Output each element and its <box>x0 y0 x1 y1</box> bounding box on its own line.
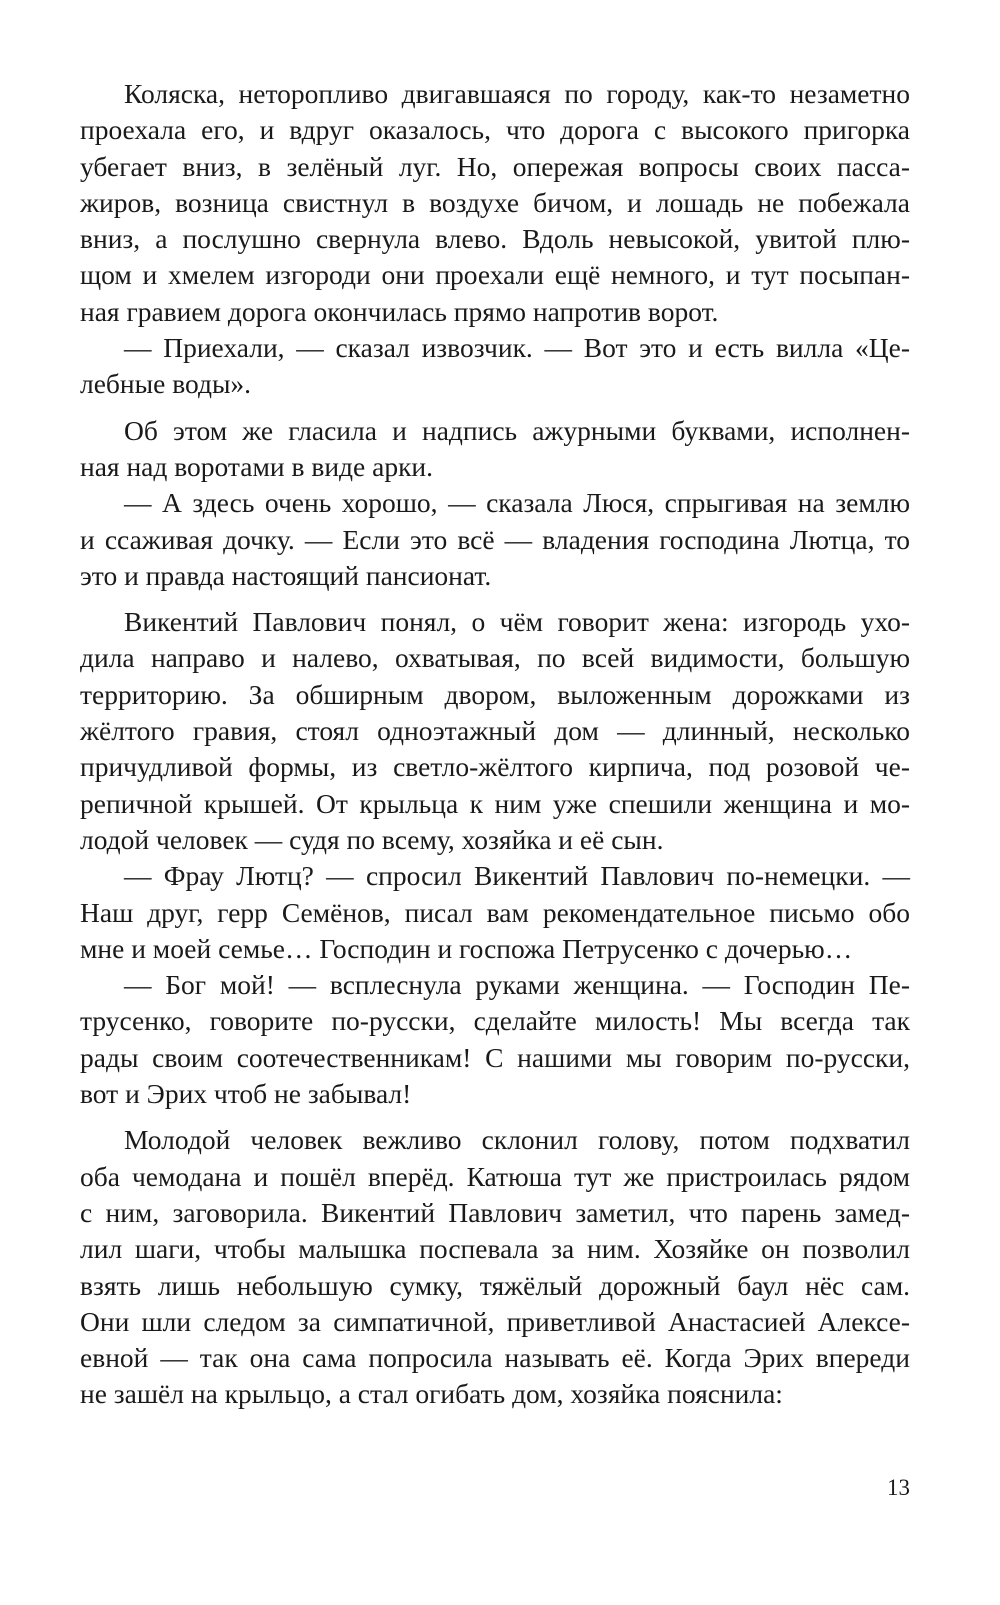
text-line: мне и моей семье… Господин и госпожа Петрусенко с дочерью… <box>80 932 853 964</box>
text-line: жиров, возница свистнул в воздухе бичом, и лошадь не побежала <box>80 186 910 218</box>
text-line: причудливой формы, из светло-жёлтого кирпича, под розовой че- <box>80 751 910 783</box>
text-line: Молодой человек вежливо склонил голову, потом подхватил <box>124 1124 910 1156</box>
text-line: жёлтого гравия, стоял одноэтажный дом — длинный, несколько <box>80 715 910 747</box>
text-line: лодой человек — судя по всему, хозяйка и её сын. <box>80 823 664 855</box>
text-line: — Приехали, — сказал извозчик. — Вот это и есть вилла «Це- <box>124 332 910 364</box>
text-line: вниз, а послушно свернула влево. Вдоль невысокой, увитой плю- <box>80 223 910 255</box>
paragraph-gap <box>80 1112 910 1122</box>
text-line: — Фрау Лютц? — спросил Викентий Павлович по-немецки. — <box>124 860 910 892</box>
text-line: лил шаги, чтобы малышка поспевала за ним. Хозяйке он позволил <box>80 1233 910 1265</box>
text-line: это и правда настоящий пансионат. <box>80 559 492 591</box>
text-line: щом и хмелем изгороди они проехали ещё немного, и тут посыпан- <box>80 259 910 291</box>
text-line: территорию. За обширным двором, выложенным дорожками из <box>80 678 910 710</box>
text-line: взять лишь небольшую сумку, тяжёлый дорожный баул нёс сам. <box>80 1269 910 1301</box>
text-line: — А здесь очень хорошо, — сказала Люся, спрыгивая на землю <box>124 487 910 519</box>
text-line: и ссаживая дочку. — Если это всё — владения господина Лютца, то <box>80 523 910 555</box>
body-text <box>80 76 910 1413</box>
text-line: вот и Эрих чтоб не забывал! <box>80 1078 412 1110</box>
page-number: 13 <box>887 1475 910 1500</box>
text-line: оба чемодана и пошёл вперёд. Катюша тут же пристроилась рядом <box>80 1160 910 1192</box>
text-line: Коляска, неторопливо двигавшаяся по городу, как-то незаметно <box>124 78 910 109</box>
text-line: Наш друг, герр Семёнов, писал вам рекомендательное письмо обо <box>80 896 910 928</box>
text-line: дила направо и налево, охватывая, по всей видимости, большую <box>80 642 910 674</box>
text-line: репичной крышей. От крыльца к ним уже спешили женщина и мо- <box>80 787 910 819</box>
text-line: ная гравием дорога окончилась прямо напротив ворот. <box>80 295 719 327</box>
text-line: Они шли следом за симпатичной, приветливой Анастасией Алексе- <box>80 1305 910 1337</box>
text-line: проехала его, и вдруг оказалось, что дорога с высокого пригорка <box>80 114 910 146</box>
text-line: не зашёл на крыльцо, а стал огибать дом, хозяйка пояснила: <box>80 1378 783 1410</box>
text-line: с ним, заговорила. Викентий Павлович заметил, что парень замед- <box>80 1196 910 1228</box>
text-line: ная над воротами в виде арки. <box>80 450 434 482</box>
text-line: лебные воды». <box>80 368 252 400</box>
text-line: трусенко, говорите по-русски, сделайте милость! Мы всегда так <box>80 1005 910 1037</box>
paragraph-gap <box>80 403 910 413</box>
text-line: — Бог мой! — всплеснула руками женщина. — Господин Пе- <box>124 969 910 1001</box>
text-line: евной — так она сама попросила называть её. Когда Эрих впереди <box>80 1342 910 1374</box>
text-line: рады своим соотечественникам! С нашими мы говорим по-русски, <box>80 1041 910 1073</box>
text-line: Викентий Павлович понял, о чём говорит жена: изгородь ухо- <box>124 606 910 638</box>
text-line: убегает вниз, в зелёный луг. Но, опережая вопросы своих пасса- <box>80 150 910 182</box>
paragraph-gap <box>80 594 910 604</box>
text-line: Об этом же гласила и надпись ажурными буквами, исполнен- <box>124 414 910 446</box>
